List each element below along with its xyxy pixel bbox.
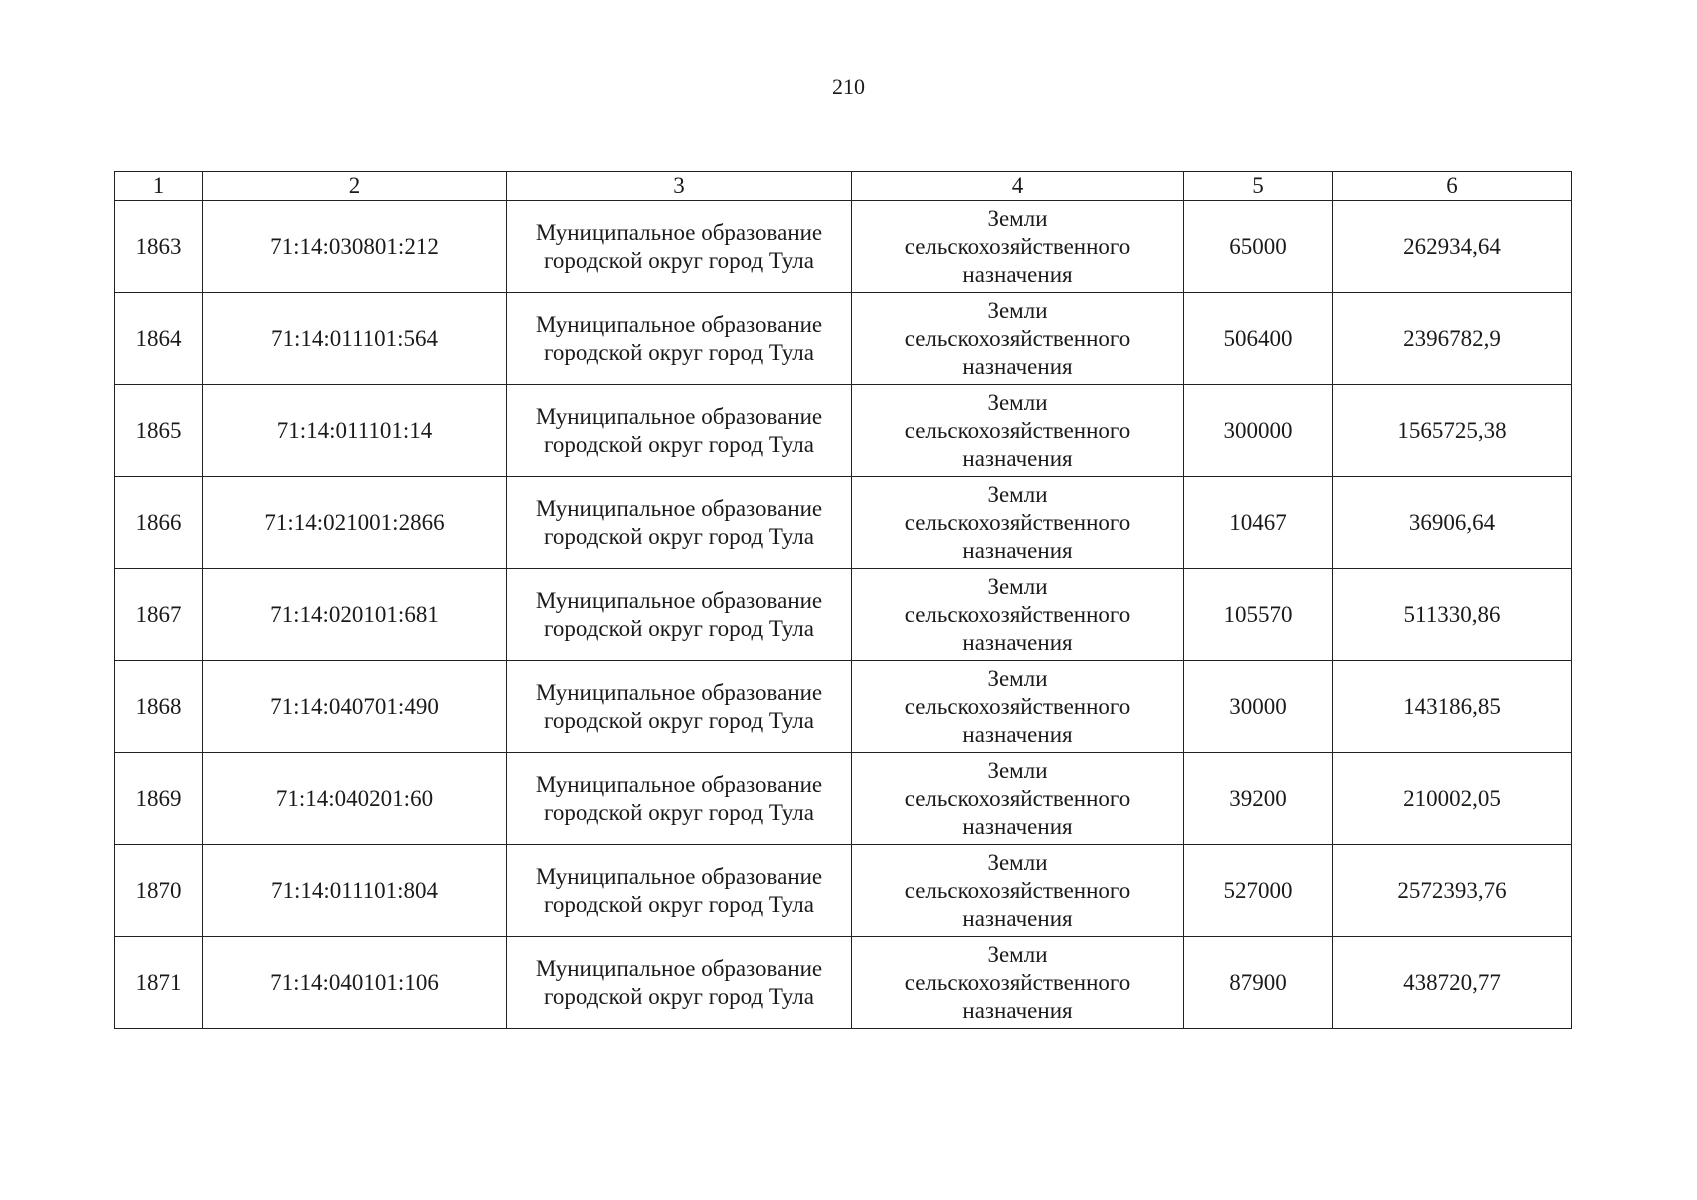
owner-cell: Муниципальное образование городской округ город Тула — [507, 937, 852, 1029]
area-cell: 506400 — [1184, 293, 1333, 385]
row-number-cell: 1867 — [115, 569, 203, 661]
table-row — [115, 477, 1572, 569]
owner-cell: Муниципальное образование городской округ город Тула — [507, 845, 852, 937]
column-header-4: 4 — [852, 172, 1184, 201]
cadastral-number-cell: 71:14:021001:2866 — [203, 477, 507, 569]
cadastral-number-cell: 71:14:011101:804 — [203, 845, 507, 937]
owner-cell: Муниципальное образование городской округ город Тула — [507, 201, 852, 293]
page-number: 210 — [832, 74, 865, 99]
table-row — [115, 569, 1572, 661]
row-number-cell: 1868 — [115, 661, 203, 753]
land-category-cell: Земли сельскохозяйственного назначения — [852, 385, 1184, 477]
cadastral-number-cell: 71:14:040201:60 — [203, 753, 507, 845]
column-header-2: 2 — [203, 172, 507, 201]
row-number-cell: 1863 — [115, 201, 203, 293]
land-category-cell: Земли сельскохозяйственного назначения — [852, 661, 1184, 753]
table-row — [115, 845, 1572, 937]
owner-cell: Муниципальное образование городской округ город Тула — [507, 569, 852, 661]
cadastral-value-cell: 36906,64 — [1333, 477, 1572, 569]
cadastral-number-cell: 71:14:030801:212 — [203, 201, 507, 293]
cadastral-value-cell: 143186,85 — [1333, 661, 1572, 753]
row-number-cell: 1866 — [115, 477, 203, 569]
land-category-cell: Земли сельскохозяйственного назначения — [852, 201, 1184, 293]
owner-cell: Муниципальное образование городской округ город Тула — [507, 477, 852, 569]
cadastral-value-cell: 210002,05 — [1333, 753, 1572, 845]
table-row — [115, 661, 1572, 753]
cadastral-number-cell: 71:14:011101:564 — [203, 293, 507, 385]
table-row — [115, 293, 1572, 385]
table-body — [115, 201, 1572, 1029]
cadastral-number-cell: 71:14:011101:14 — [203, 385, 507, 477]
area-cell: 105570 — [1184, 569, 1333, 661]
cadastral-value-cell: 2396782,9 — [1333, 293, 1572, 385]
land-plots-table — [114, 171, 1572, 1029]
land-category-cell: Земли сельскохозяйственного назначения — [852, 477, 1184, 569]
owner-cell: Муниципальное образование городской округ город Тула — [507, 661, 852, 753]
area-cell: 10467 — [1184, 477, 1333, 569]
area-cell: 300000 — [1184, 385, 1333, 477]
area-cell: 39200 — [1184, 753, 1333, 845]
table-row — [115, 385, 1572, 477]
column-header-6: 6 — [1333, 172, 1572, 201]
column-header-3: 3 — [507, 172, 852, 201]
row-number-cell: 1871 — [115, 937, 203, 1029]
cadastral-number-cell: 71:14:040101:106 — [203, 937, 507, 1029]
land-category-cell: Земли сельскохозяйственного назначения — [852, 845, 1184, 937]
table-row — [115, 937, 1572, 1029]
cadastral-value-cell: 511330,86 — [1333, 569, 1572, 661]
table-row — [115, 753, 1572, 845]
row-number-cell: 1870 — [115, 845, 203, 937]
area-cell: 65000 — [1184, 201, 1333, 293]
cadastral-value-cell: 1565725,38 — [1333, 385, 1572, 477]
cadastral-number-cell: 71:14:020101:681 — [203, 569, 507, 661]
owner-cell: Муниципальное образование городской округ город Тула — [507, 385, 852, 477]
land-category-cell: Земли сельскохозяйственного назначения — [852, 293, 1184, 385]
land-category-cell: Земли сельскохозяйственного назначения — [852, 569, 1184, 661]
cadastral-value-cell: 262934,64 — [1333, 201, 1572, 293]
row-number-cell: 1864 — [115, 293, 203, 385]
table-header — [115, 172, 1572, 201]
header-row — [115, 172, 1572, 201]
area-cell: 30000 — [1184, 661, 1333, 753]
area-cell: 527000 — [1184, 845, 1333, 937]
land-category-cell: Земли сельскохозяйственного назначения — [852, 753, 1184, 845]
column-header-5: 5 — [1184, 172, 1333, 201]
cadastral-value-cell: 438720,77 — [1333, 937, 1572, 1029]
cadastral-number-cell: 71:14:040701:490 — [203, 661, 507, 753]
table-row — [115, 201, 1572, 293]
cadastral-value-cell: 2572393,76 — [1333, 845, 1572, 937]
land-category-cell: Земли сельскохозяйственного назначения — [852, 937, 1184, 1029]
area-cell: 87900 — [1184, 937, 1333, 1029]
row-number-cell: 1865 — [115, 385, 203, 477]
row-number-cell: 1869 — [115, 753, 203, 845]
owner-cell: Муниципальное образование городской округ город Тула — [507, 293, 852, 385]
owner-cell: Муниципальное образование городской округ город Тула — [507, 753, 852, 845]
column-header-1: 1 — [115, 172, 203, 201]
